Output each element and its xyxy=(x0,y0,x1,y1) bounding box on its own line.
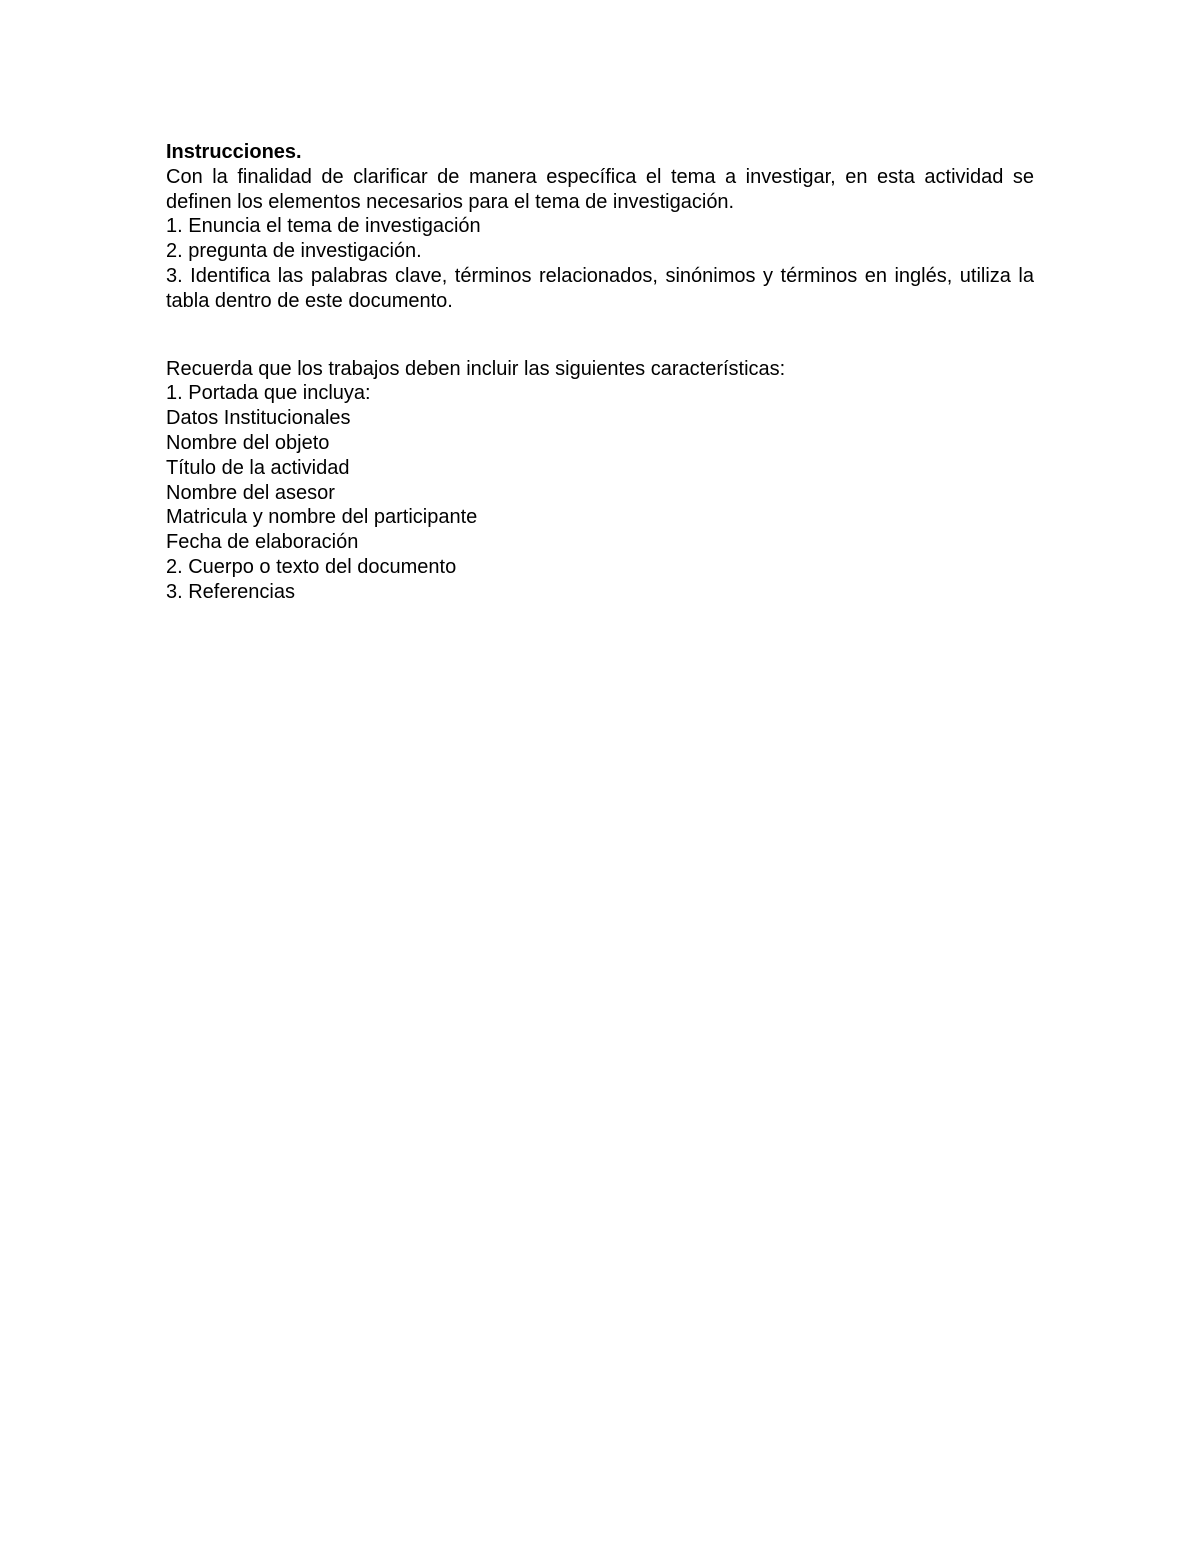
requirement-item: Fecha de elaboración xyxy=(166,531,359,554)
requirement-item: 2. Cuerpo o texto del documento xyxy=(166,555,457,578)
document-body xyxy=(166,140,1034,605)
requirement-item: Nombre del asesor xyxy=(166,481,335,504)
step-item: 3. Identifica las palabras clave, términos relacionados, sinónimos y términos en inglés, utiliza la tabla dentro de este documento. xyxy=(166,264,1034,312)
requirement-item: 3. Referencias xyxy=(166,580,295,603)
step-item: 2. pregunta de investigación. xyxy=(166,240,422,263)
intro-paragraph: Con la finalidad de clarificar de manera específica el tema a investigar, en esta actividad se definen los elementos necesarios para el tema de investigación. xyxy=(166,165,1034,213)
requirement-item: 1. Portada que incluya: xyxy=(166,382,371,405)
requirement-item: Datos Institucionales xyxy=(166,407,351,430)
requirement-item: Nombre del objeto xyxy=(166,431,330,454)
step-item: 1. Enuncia el tema de investigación xyxy=(166,215,481,238)
requirement-item: Matricula y nombre del participante xyxy=(166,506,478,529)
paragraph-spacer xyxy=(166,314,1034,357)
instructions-heading: Instrucciones. xyxy=(166,141,302,163)
reminder-paragraph: Recuerda que los trabajos deben incluir las siguientes características: xyxy=(166,357,786,380)
requirement-item: Título de la actividad xyxy=(166,456,350,479)
